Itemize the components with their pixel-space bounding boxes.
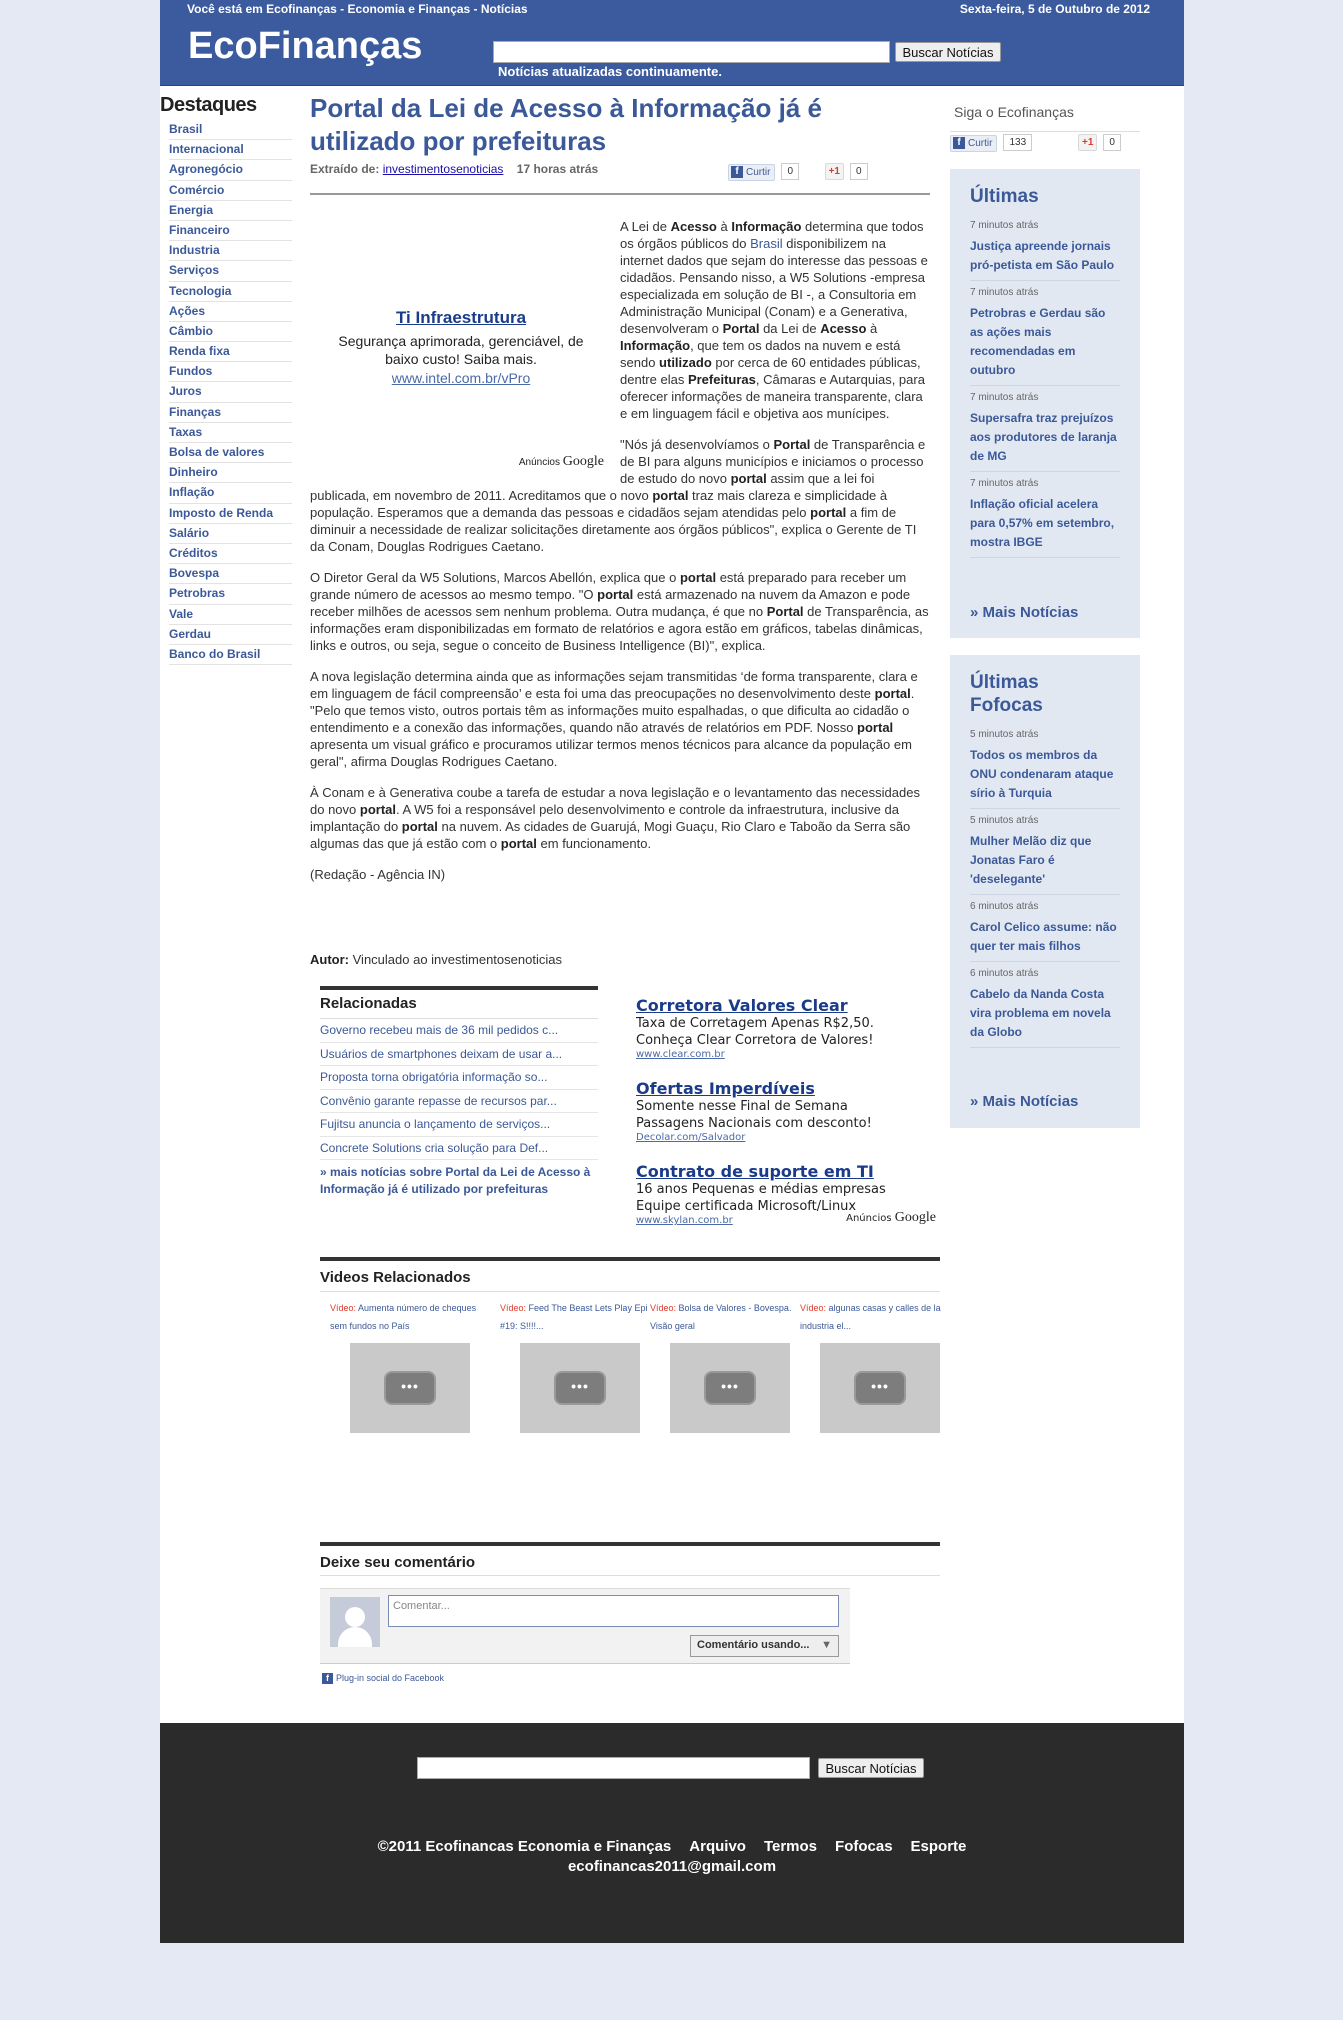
site-logo[interactable]: EcoFinanças [188,25,423,67]
text-ad-url[interactable]: Decolar.com/Salvador [636,1132,746,1143]
author: Autor: Vinculado ao investimentosenoticias [310,952,562,967]
news-time: 6 minutos atrás [970,901,1039,912]
fofocas-box [950,655,1140,1128]
sidebar-item[interactable]: Renda fixa [169,342,292,362]
source-link[interactable]: investimentosenoticias [382,162,504,176]
sidebar-item[interactable]: Banco do Brasil [169,645,292,665]
right-column [950,92,1140,1110]
sidebar-item[interactable]: Bolsa de valores [169,443,292,463]
related-more-link[interactable]: » mais notícias sobre Portal da Lei de Acesso à Informação já é utilizado por prefeituras [320,1165,591,1196]
video-caption[interactable] [800,1299,950,1335]
news-time: 7 minutos atrás [970,287,1039,298]
sidebar-item[interactable]: Finanças [169,403,292,423]
news-link[interactable]: Justiça apreende jornais pró-petista em São Paulo [970,239,1115,272]
paragraph: "Nós já desenvolvíamos o Portal de Transparência e de BI para alguns municípios e iniciamos o processo de estudo do novo portal assim que a lei foi publicada, em novembro de 2011. Acreditamos que o novo portal traz mais clareza e simplicidade à população. Esperamos que a demanda das pessoas e cidadãos sejam atendidas pelo portal a fim de diminuir a necessidade de realizar solicitações diretamente aos órgãos públicos", explica o Gerente de TI da Conam, Douglas Rodrigues Caetano. [310,437,926,554]
paragraph: (Redação - Agência IN) [310,867,446,882]
video-label: Vídeo: [800,1303,827,1313]
related-item[interactable]: Fujitsu anuncia o lançamento de serviços... [320,1113,598,1137]
videos-title: Videos Relacionados [320,1261,940,1292]
sidebar-item[interactable]: Salário [169,524,292,544]
news-time: 5 minutos atrás [970,815,1039,826]
sidebar-item[interactable]: Internacional [169,140,292,160]
sidebar-item[interactable]: Comércio [169,181,292,201]
related-item[interactable]: Concrete Solutions cria solução para Def... [320,1137,598,1161]
avatar [330,1597,380,1647]
more-news-link[interactable]: » Mais Notícias [970,1093,1079,1110]
video-label: Vídeo: [330,1303,357,1313]
text-ad-title[interactable]: Contrato de suporte em TI [636,1162,874,1181]
text-ad-title[interactable]: Ofertas Imperdíveis [636,1079,815,1098]
footer-search-button[interactable]: Buscar Notícias [818,1758,924,1778]
header [160,0,1184,86]
divider [310,193,930,195]
video-title: algunas casas y calles de la industria el... [800,1303,941,1331]
video-title: Feed The Beast Lets Play Epi #19: S!!!!... [500,1303,648,1331]
news-item[interactable] [970,281,1120,386]
text-ad-line: Conheça Clear Corretora de Valores! [636,1033,874,1048]
page [160,0,1184,1943]
sidebar-item[interactable]: Câmbio [169,322,292,342]
sidebar-item[interactable]: Tecnologia [169,282,292,302]
text-ad-line: Equipe certificada Microsoft/Linux [636,1199,857,1214]
news-link[interactable]: Mulher Melão diz que Jonatas Faro é 'deselegante' [970,834,1092,886]
video-title: Bolsa de Valores - Bovespa. Visão geral [650,1303,792,1331]
news-time: 7 minutos atrás [970,478,1039,489]
comment-input[interactable]: Comentar... [388,1595,839,1627]
news-time: 5 minutos atrás [970,729,1039,740]
ads-by-google[interactable]: Anúncios Google [846,1210,936,1225]
ultimas-box [950,169,1140,638]
like-count: 133 [1003,134,1032,151]
comment-box [320,1588,850,1664]
gplus-count: 0 [1103,134,1121,151]
tagline: Notícias atualizadas continuamente. [498,64,722,79]
sidebar-item[interactable]: Industria [169,241,292,261]
like-count: 0 [781,163,799,180]
ad-url[interactable]: www.intel.com.br/vPro [391,370,531,386]
sidebar-item[interactable]: Créditos [169,544,292,564]
related-videos [320,1257,941,1394]
ultimas-title: Últimas [970,186,1039,207]
text-ad-url[interactable]: www.clear.com.br [636,1049,725,1060]
video-title: Aumenta número de cheques sem fundos no País [330,1303,477,1331]
ad-text: Segurança aprimorada, gerenciável, de baixo custo! Saiba mais. [338,333,584,367]
sidebar [160,94,292,665]
like-button[interactable]: f Curtir [950,135,997,152]
related-item[interactable]: Governo recebeu mais de 36 mil pedidos c... [320,1019,598,1043]
sidebar-item[interactable]: Inflação [169,483,292,503]
breadcrumb: Você está em Ecofinanças - Economia e Finanças - Notícias [187,2,528,16]
footer-link[interactable]: Esporte [910,1838,967,1855]
search-input[interactable] [493,41,890,63]
news-time: 7 minutos atrás [970,392,1039,403]
text-ad-line: Taxa de Corretagem Apenas R$2,50. [636,1016,874,1031]
news-link[interactable]: Cabelo da Nanda Costa vira problema em novela da Globo [970,987,1111,1039]
play-icon[interactable]: ••• [704,1371,756,1405]
chevron-down-icon: ▼ [821,1639,832,1651]
more-news-link[interactable]: » Mais Notícias [970,604,1079,621]
sidebar-item[interactable]: Energia [169,201,292,221]
related-news [320,986,598,1198]
copyright: ©2011 Ecofinancas Economia e Finanças [377,1838,672,1855]
article-title: Portal da Lei de Acesso à Informação já é utilizado por prefeituras [310,93,823,156]
sidebar-item[interactable]: Serviços [169,261,292,281]
comment-section [320,1542,940,1683]
news-item[interactable] [970,962,1120,1048]
related-item[interactable]: Proposta torna obrigatória informação so... [320,1066,598,1090]
facebook-icon: f [322,1673,333,1684]
news-item[interactable] [970,386,1120,472]
text-ad-line: Somente nesse Final de Semana [636,1099,848,1114]
follow-social [950,131,1140,149]
video-item[interactable] [800,1299,950,1394]
related-title: Relacionadas [320,990,598,1019]
paragraph: O Diretor Geral da W5 Solutions, Marcos Abellón, explica que o portal está preparado para receber um grande número de acessos ao mesmo tempo. "O portal está armazenado na nuvem da Amazon e pode receber milhões de acessos sem nenhum problema. Outra mudança, é que no Portal de Transparência, as informações eram disponibilizadas em formato de relatórios e agora estão em gráficos, tabelas dinâmicas, links e outros, ou seja, segue o conceito de Business Intelligence (BI)", explica. [310,570,929,653]
footer-search-input[interactable] [417,1757,810,1779]
facebook-plugin[interactable]: f Plug-in social do Facebook [322,1673,444,1684]
news-item[interactable] [970,895,1120,962]
sidebar-item[interactable]: Vale [169,605,292,625]
ads-by-google[interactable]: Anúncios Google [518,454,604,469]
video-item[interactable] [500,1299,650,1394]
video-item[interactable] [650,1299,800,1394]
play-icon[interactable]: ••• [384,1371,436,1405]
related-item[interactable]: Convênio garante repasse de recursos par... [320,1090,598,1114]
paragraph: A nova legislação determina ainda que as informações sejam transmitidas ‘de forma transparente, clara e em linguagem de fácil compreensão’ e esta foi uma das preocupações no desenvolvimento deste portal. "Pelo que temos visto, outros portais têm as informações muito espalhadas, o que dificulta ao cidadão o entendimento e a conexão das informações, quando não através de relatórios em PDF. Nosso portal apresenta um visual gráfico e procuramos utilizar termos menos técnicos para alcance da população em geral", afirma Douglas Rodrigues Caetano. [310,669,918,769]
sidebar-item[interactable]: Dinheiro [169,463,292,483]
text-ad[interactable] [636,996,936,1060]
footer-link[interactable]: Termos [763,1838,818,1855]
gplus-button[interactable]: +1 [1078,134,1097,151]
facebook-icon: f [953,137,965,149]
video-label: Vídeo: [500,1303,527,1313]
ad-title[interactable]: Ti Infraestrutura [395,308,527,327]
sidebar-item[interactable]: Gerdau [169,625,292,645]
paragraph: À Conam e à Generativa coube a tarefa de estudar a nova legislação e o levantamento das necessidades do novo portal. A W5 foi a responsável pelo desenvolvimento e controle da infraestrutura, inclusive da implantação do portal na nuvem. As cidades de Guarujá, Mogi Guaçu, Rio Claro e Taboão da Serra são algumas das que já estão com o portal em funcionamento. [310,785,920,851]
video-caption[interactable] [330,1299,480,1335]
news-time: 7 minutos atrás [970,220,1039,231]
video-thumbnail[interactable] [520,1343,640,1433]
news-link[interactable]: Carol Celico assume: não quer ter mais filhos [970,920,1117,953]
gplus-button[interactable]: +1 [825,163,844,180]
video-item[interactable] [330,1299,480,1394]
gplus-count: 0 [850,163,868,180]
current-date: Sexta-feira, 5 de Outubro de 2012 [959,2,1150,16]
play-icon[interactable]: ••• [554,1371,606,1405]
news-item[interactable] [970,214,1120,281]
footer [160,1723,1184,1943]
video-thumbnail[interactable] [820,1343,940,1433]
sidebar-item[interactable]: Fundos [169,362,292,382]
paragraph: A Lei de Acesso à Informação determina que todos os órgãos públicos do Brasil disponibilizem na internet dados que sejam do interesse das pessoas e cidadãos. Pensando nisso, a W5 Solutions -empresa especializada em solução de BI -, a Consultoria em Administração Municipal (Conam) e a Generativa, desenvolveram o Portal da Lei de Acesso à Informação, que tem os dados na nuvem e está sendo utilizado por cerca de 60 entidades públicas, dentre elas Prefeituras, Câmaras e Autarquias, para oferecer informações de maneira transparente, clara e em linguagem fácil e objetiva aos munícipes. [620,219,928,421]
sidebar-item[interactable]: Imposto de Renda [169,504,292,524]
sidebar-item[interactable]: Brasil [169,120,292,140]
sidebar-item[interactable]: Juros [169,382,292,402]
comment-using-button[interactable]: Comentário usando... ▼ [690,1635,839,1657]
related-item[interactable]: Usuários de smartphones deixam de usar a... [320,1043,598,1067]
video-thumbnail[interactable] [670,1343,790,1433]
contact-email[interactable]: ecofinancas2011@gmail.com [567,1858,777,1875]
article-social [728,163,868,181]
news-link[interactable]: Petrobras e Gerdau são as ações mais recomendadas em outubro [970,306,1106,377]
footer-links [160,1837,1184,1877]
source-label: Extraído de: [310,162,380,176]
video-caption[interactable] [650,1299,800,1335]
sidebar-item[interactable]: Financeiro [169,221,292,241]
video-caption[interactable] [500,1299,650,1335]
news-link[interactable]: Supersafra traz prejuízos aos produtores de laranja de MG [970,411,1117,463]
main-content [310,92,941,1683]
display-ad[interactable] [310,220,612,472]
news-link[interactable]: Inflação oficial acelera para 0,57% em setembro, mostra IBGE [970,497,1115,549]
fofocas-title: Últimas Fofocas [970,672,1043,716]
video-thumbnail[interactable] [350,1343,470,1433]
footer-link[interactable]: Arquivo [689,1838,746,1855]
follow-label: Siga o Ecofinanças [954,104,1074,120]
news-item[interactable] [970,809,1120,895]
comment-title: Deixe seu comentário [320,1546,940,1576]
news-item[interactable] [970,723,1120,809]
sidebar-item[interactable]: Ações [169,302,292,322]
text-ad-line: Passagens Nacionais com desconto! [636,1116,872,1131]
news-time: 6 minutos atrás [970,968,1039,979]
news-link[interactable]: Todos os membros da ONU condenaram ataque sírio à Turquia [970,748,1114,800]
text-ad-title[interactable]: Corretora Valores Clear [636,996,848,1015]
sidebar-item[interactable]: Taxas [169,423,292,443]
sidebar-item[interactable]: Petrobras [169,584,292,604]
video-label: Vídeo: [650,1303,677,1313]
text-ad-line: 16 anos Pequenas e médias empresas [636,1182,886,1197]
footer-link[interactable]: Fofocas [835,1838,893,1855]
sidebar-item[interactable]: Bovespa [169,564,292,584]
text-ad[interactable] [636,1079,936,1143]
play-icon[interactable]: ••• [854,1371,906,1405]
sidebar-item[interactable]: Agronegócio [169,160,292,180]
article-time: 17 horas atrás [516,162,599,176]
like-button[interactable]: f Curtir [728,164,775,181]
news-item[interactable] [970,472,1120,558]
text-ad-url[interactable]: www.skylan.com.br [636,1215,733,1226]
sidebar-title: Destaques [160,94,257,116]
article-meta [310,162,598,176]
search-button[interactable]: Buscar Notícias [895,42,1001,62]
facebook-icon: f [731,166,743,178]
